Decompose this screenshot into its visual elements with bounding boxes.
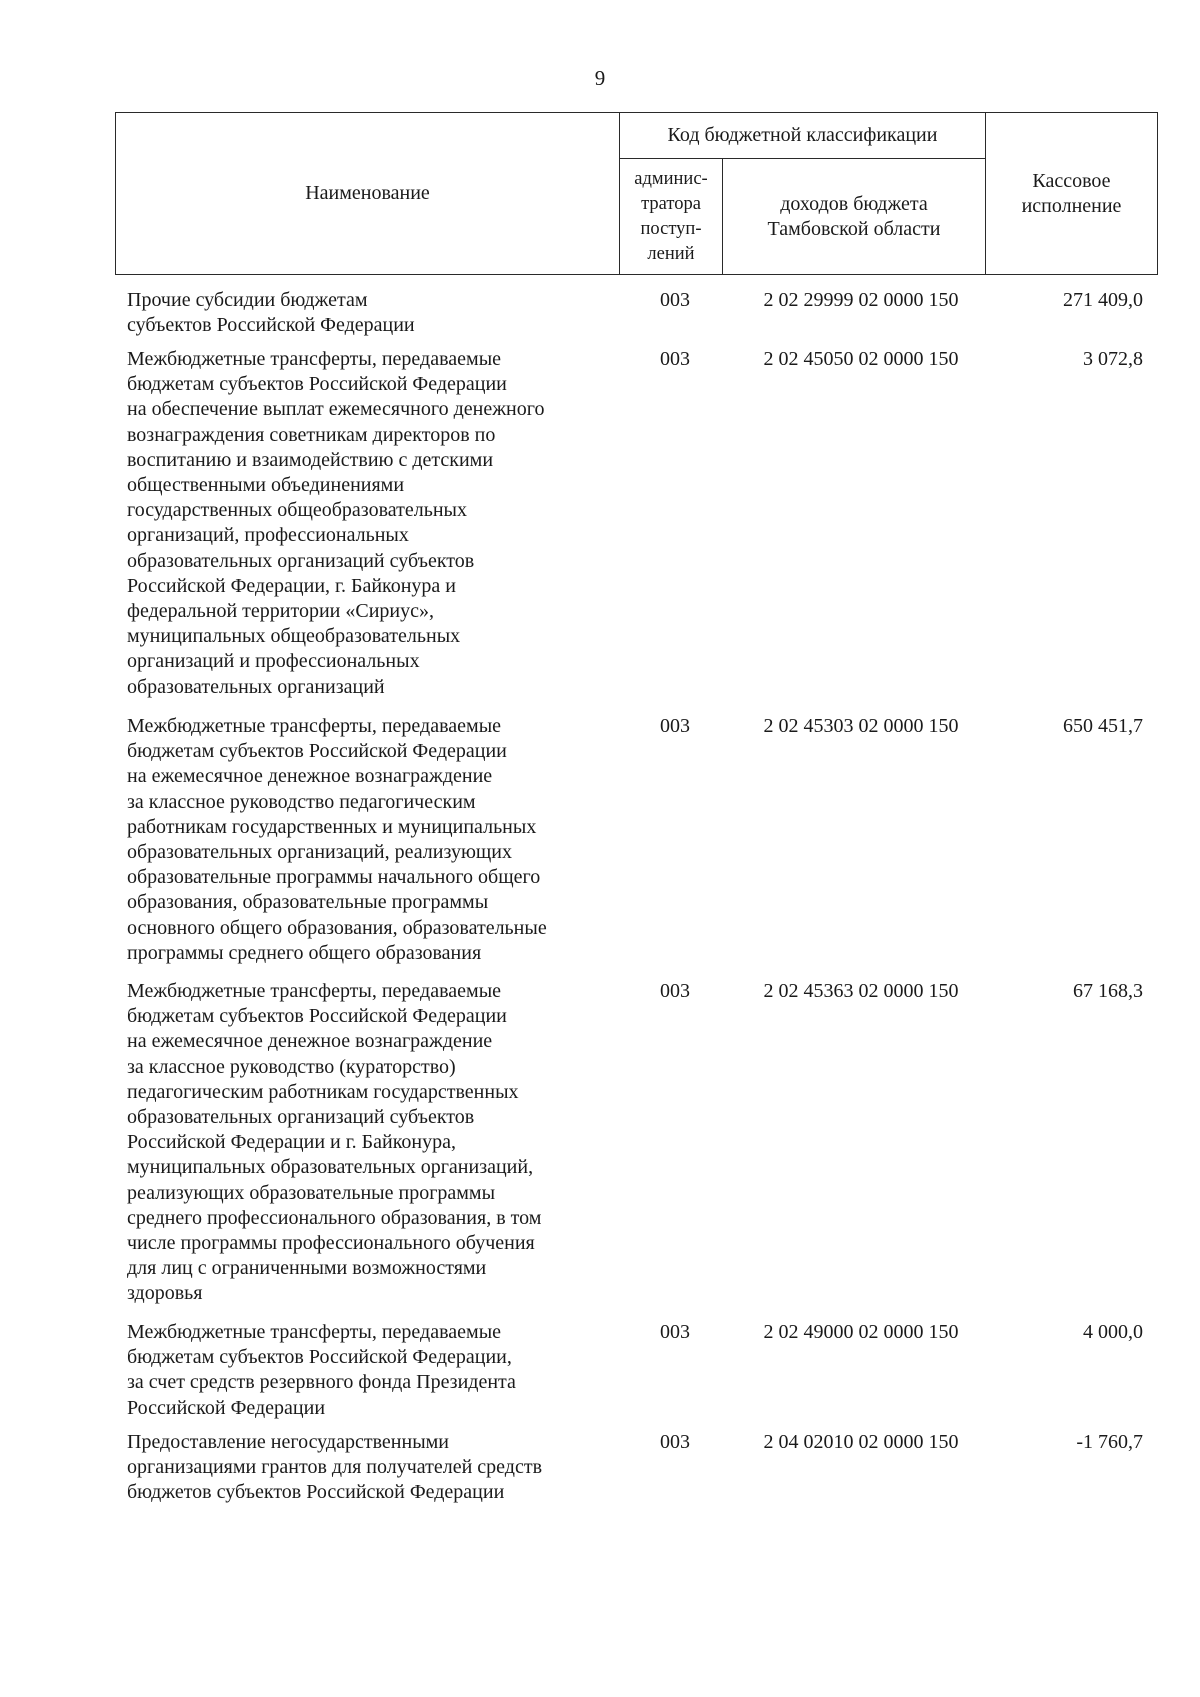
row-name-line: организациями грантов для получателей средств [127,1456,543,1479]
row-name-line: муниципальных образовательных организаций, [127,1156,534,1179]
row-name [127,714,627,966]
header-admin-label-line: админис- [634,168,708,189]
row-name-line: бюджетам субъектов Российской Федерации [127,1005,507,1028]
header-income-code-label-line: Тамбовской области [767,217,941,240]
row-exec-value: 4 000,0 [1083,1321,1143,1343]
row-name [127,979,627,1307]
row-name-line: за счет средств резервного фонда Президента [127,1371,516,1394]
row-name-line: Межбюджетные трансферты, передаваемые [127,980,502,1002]
header-admin-label-line: поступ- [640,218,702,239]
row-name [127,347,627,700]
header-name-label: Наименование [305,182,430,204]
row-name-line: на обеспечение выплат ежемесячного денежного [127,398,545,421]
row-name [127,1320,627,1421]
row-name-line: образовательные программы начального общего [127,866,541,889]
row-name-line: вознаграждения советникам директоров по [127,423,496,446]
row-name-line: программы среднего общего образования [127,941,482,964]
row-name-line: муниципальных общеобразовательных [127,625,461,648]
row-name [127,1430,627,1506]
row-name-line: Предоставление негосударственными [127,1431,450,1453]
row-name-line: здоровья [127,1282,203,1305]
row-exec-value: -1 760,7 [1076,1431,1143,1453]
header-exec-cell [986,113,1158,275]
row-exec-value: 67 168,3 [1073,980,1143,1002]
row-name-line: Межбюджетные трансферты, передаваемые [127,348,502,370]
row-name-line: за классное руководство педагогическим [127,790,476,813]
row-income-code: 2 04 02010 02 0000 150 [763,1431,959,1453]
header-code-group-label: Код бюджетной классификации [667,124,938,146]
table-header [115,112,1158,275]
header-income-code-label-line: доходов бюджета [780,192,928,215]
header-admin-label-line: тратора [641,193,701,214]
row-admin-code: 003 [660,1431,690,1453]
header-income-code-cell [723,159,986,275]
row-name-line: бюджетов субъектов Российской Федерации [127,1481,505,1504]
row-income-code: 2 02 49000 02 0000 150 [763,1321,959,1343]
row-admin-code: 003 [660,1321,690,1343]
row-name-line: образовательных организаций субъектов [127,1106,475,1129]
row-name-line: воспитанию и взаимодействию с детскими [127,448,494,471]
row-admin-code: 003 [660,980,690,1002]
row-name-line: бюджетам субъектов Российской Федерации [127,373,507,396]
row-exec-value: 3 072,8 [1083,348,1143,370]
row-name-line: бюджетам субъектов Российской Федерации, [127,1346,512,1369]
row-income-code: 2 02 45303 02 0000 150 [763,715,959,737]
row-name-line: Российской Федерации, г. Байконура и [127,574,457,597]
row-name [127,288,627,338]
row-name-line: субъектов Российской Федерации [127,314,415,337]
row-income-code: 2 02 45050 02 0000 150 [763,348,959,370]
row-admin-code: 003 [660,348,690,370]
row-name-line: образовательных организаций субъектов [127,549,475,572]
row-name-line: среднего профессионального образования, в том [127,1206,542,1229]
row-name-line: организаций, профессиональных [127,524,409,547]
row-name-line: образовательных организаций [127,675,385,698]
row-name-line: педагогическим работникам государственных [127,1080,519,1103]
row-name-line: Межбюджетные трансферты, передаваемые [127,1321,502,1343]
row-name-line: федеральной территории «Сириус», [127,600,435,623]
header-exec-label-line: исполнение [1021,194,1122,217]
page-number: 9 [594,66,606,90]
header-exec-label-line: Кассовое [1032,169,1111,192]
row-name-line: на ежемесячное денежное вознаграждение [127,765,493,788]
header-code-group-cell [620,113,986,159]
row-name-line: Российской Федерации [127,1396,326,1419]
row-name-line: работникам государственных и муниципальных [127,815,537,838]
row-name-line: Межбюджетные трансферты, передаваемые [127,715,502,737]
row-income-code: 2 02 45363 02 0000 150 [763,980,959,1002]
header-admin-label-line: лений [647,243,695,264]
row-name-line: числе программы профессионального обучения [127,1232,535,1255]
row-admin-code: 003 [660,289,690,311]
row-income-code: 2 02 29999 02 0000 150 [763,289,959,311]
row-name-line: организаций и профессиональных [127,650,420,673]
row-name-line: бюджетам субъектов Российской Федерации [127,740,507,763]
row-admin-code: 003 [660,715,690,737]
row-exec-value: 271 409,0 [1063,289,1143,311]
row-name-line: Российской Федерации и г. Байконура, [127,1131,457,1154]
row-name-line: Прочие субсидии бюджетам [127,289,368,311]
row-name-line: для лиц с ограниченными возможностями [127,1257,487,1280]
header-admin-cell [620,159,723,275]
row-name-line: государственных общеобразовательных [127,499,467,522]
row-name-line: образовательных организаций, реализующих [127,841,512,864]
row-name-line: образования, образовательные программы [127,891,489,914]
header-name-cell [116,113,620,275]
row-name-line: основного общего образования, образовательные [127,916,547,939]
row-name-line: за классное руководство (кураторство) [127,1055,456,1078]
row-exec-value: 650 451,7 [1063,715,1143,737]
row-name-line: на ежемесячное денежное вознаграждение [127,1030,493,1053]
row-name-line: общественными объединениями [127,474,405,497]
row-name-line: реализующих образовательные программы [127,1181,496,1204]
